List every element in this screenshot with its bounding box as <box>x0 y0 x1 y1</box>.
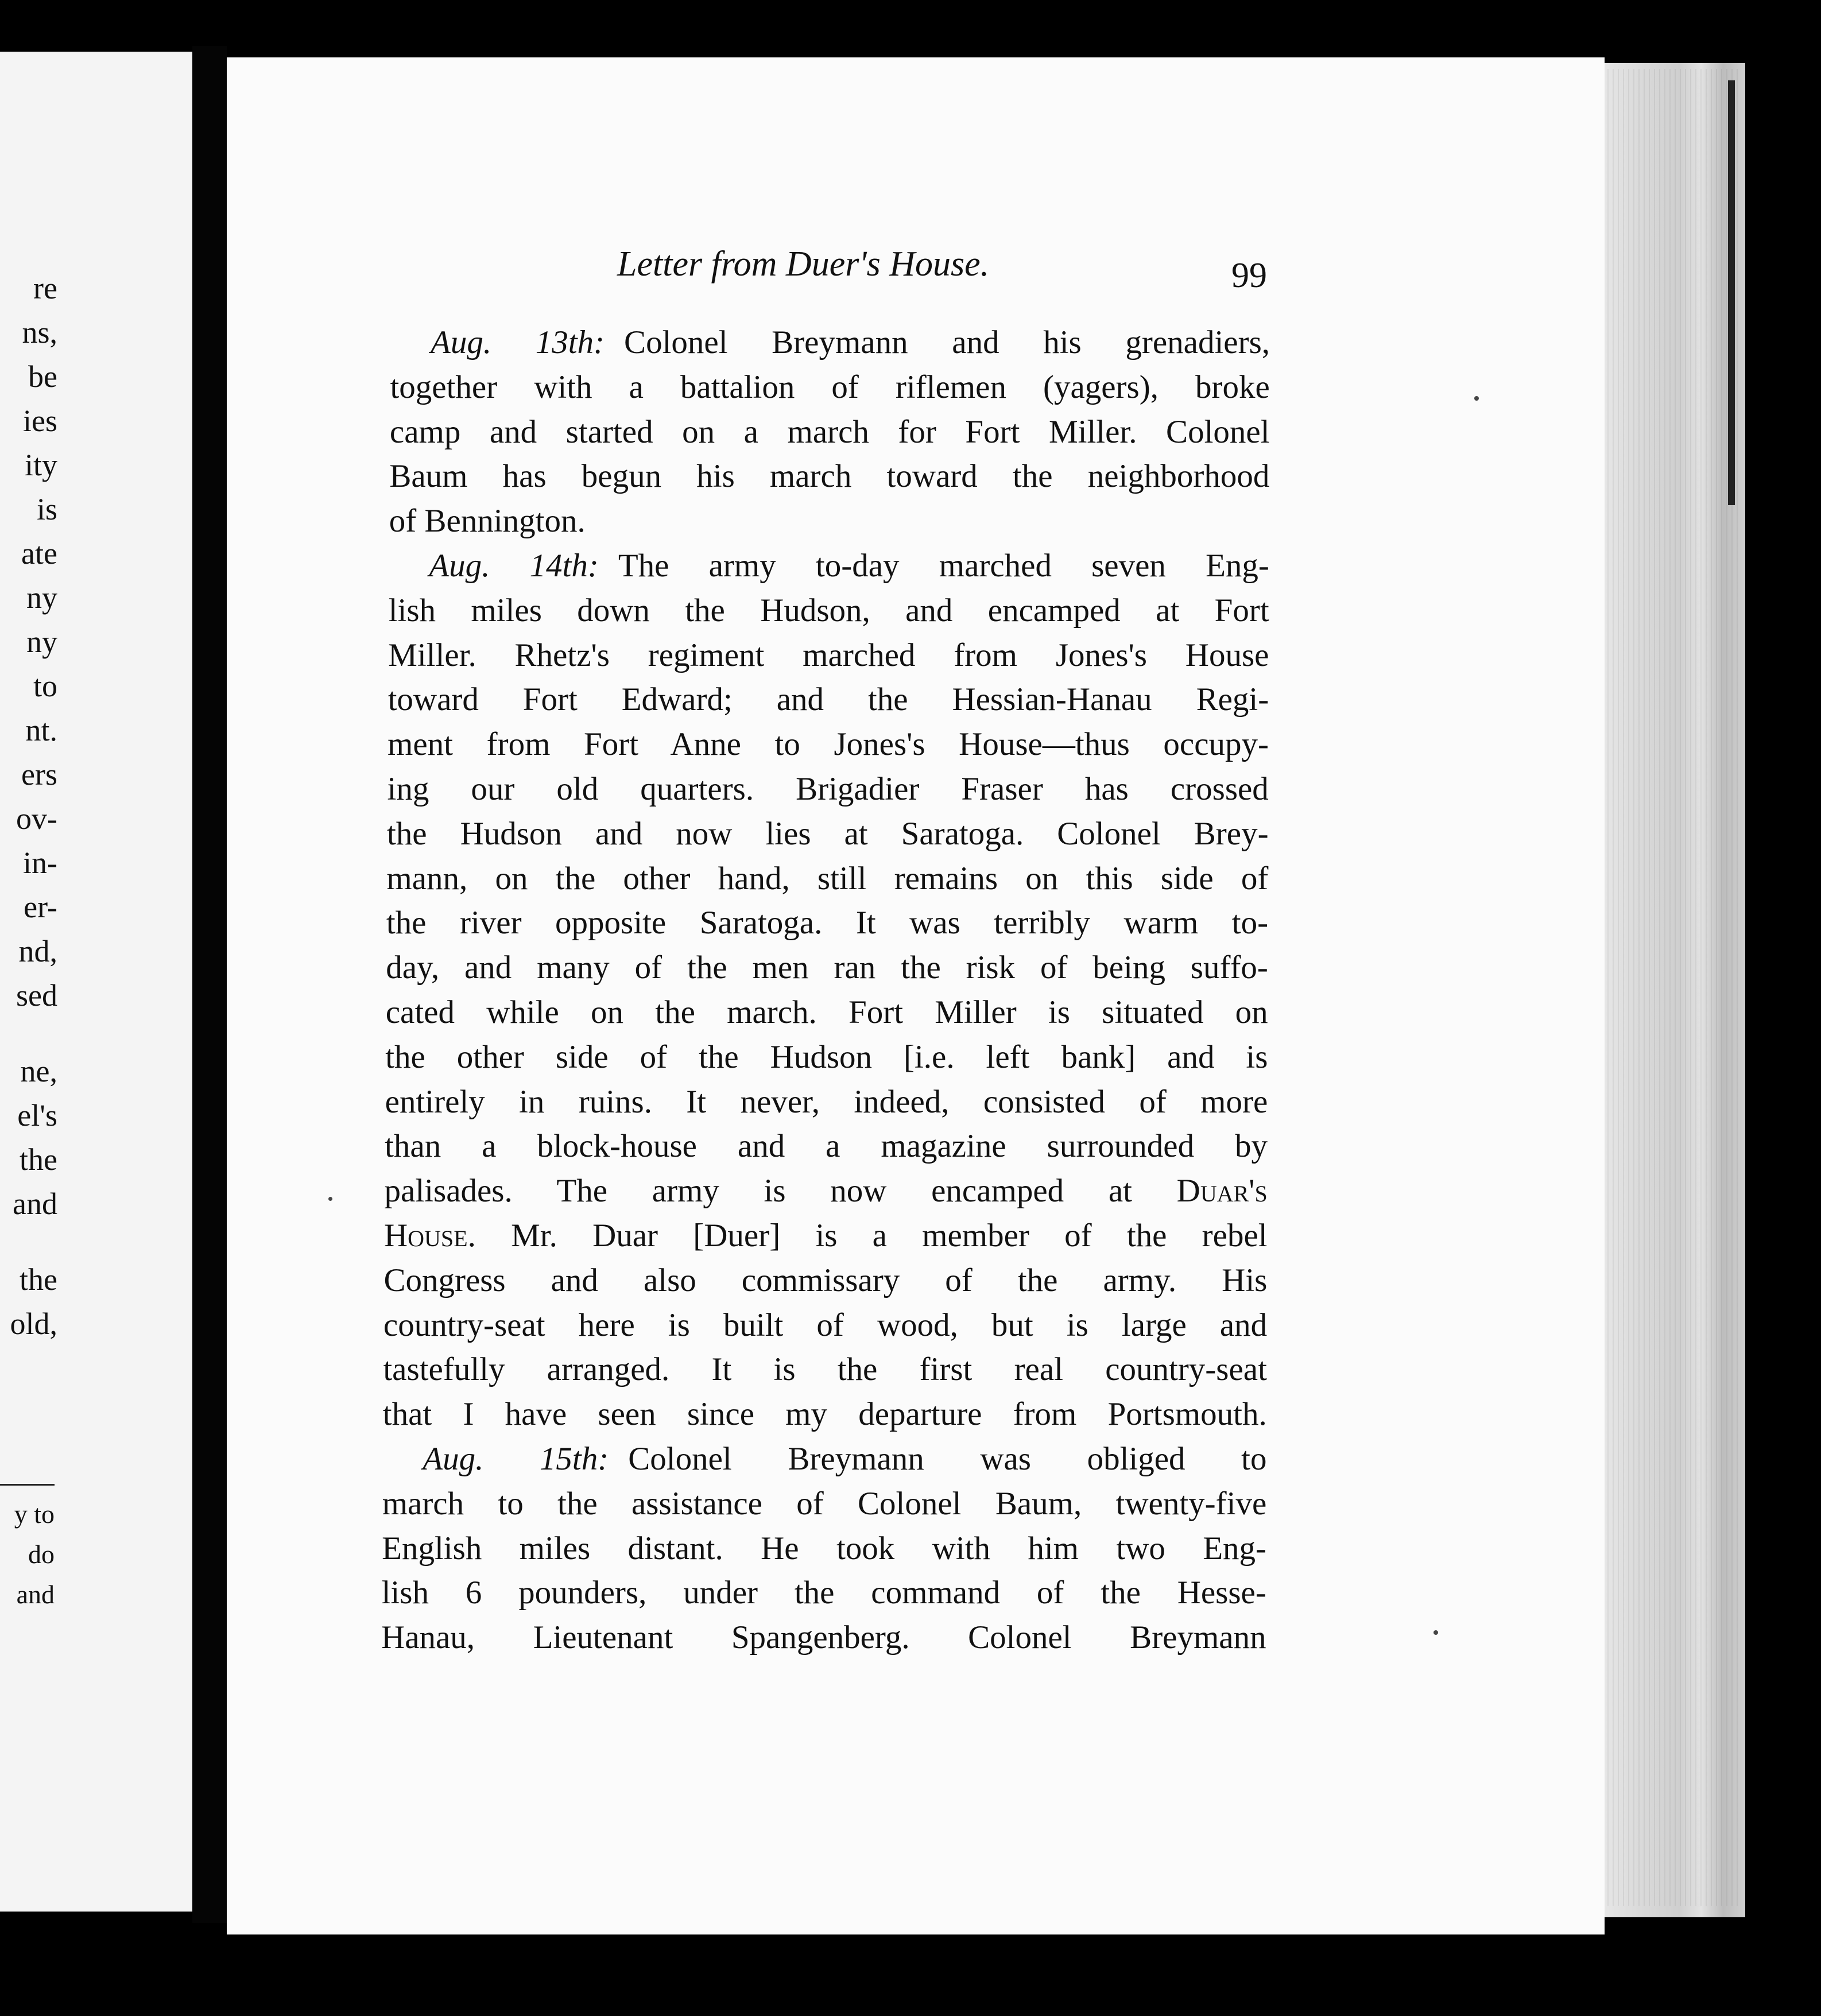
text-line <box>381 1621 1266 1654</box>
line-text: Baum has begun his march toward the neighborhood <box>389 458 1270 495</box>
text-line <box>385 1128 1268 1165</box>
previous-page-footnote-fragment: do <box>28 1540 55 1569</box>
line-text: Miller. Rhetz's regiment marched from Jones's House <box>388 637 1269 673</box>
line-text: tastefully arranged. It is the first real country-seat <box>383 1351 1267 1388</box>
text-line <box>389 413 1270 450</box>
line-text: The army to-day marched seven Eng- <box>618 548 1269 584</box>
line-text: Mr. Duar [Duer] is a member of the rebel <box>511 1218 1268 1254</box>
text-line <box>423 1443 1266 1475</box>
previous-page-text-fragment: re <box>33 271 57 305</box>
line-text: Colonel Breymann and his grenadiers, <box>624 324 1270 360</box>
text-line <box>388 728 1269 761</box>
text-line <box>382 1532 1266 1565</box>
text-line <box>386 862 1268 895</box>
entry-date: Aug. 15th: <box>423 1441 609 1477</box>
line-text: of Bennington. <box>389 503 586 540</box>
line-text: day, and many of the men ran the risk of being suffo- <box>386 949 1268 986</box>
previous-page-text-fragment: ov- <box>16 801 57 836</box>
line-text: mann, on the other hand, still remains on this side of <box>386 860 1269 897</box>
line-text: English miles distant. He took with him two Eng- <box>382 1530 1267 1567</box>
text-line <box>385 1174 1268 1207</box>
small-caps-word: House. <box>384 1218 476 1254</box>
line-text: Congress and also commissary of the army. His <box>383 1262 1268 1298</box>
previous-page-text-fragment: ate <box>21 536 57 571</box>
page-body <box>227 57 1605 1934</box>
line-text: together with a battalion of riflemen (yagers), broke <box>390 369 1270 405</box>
text-line <box>382 1396 1267 1433</box>
line-text: lish 6 pounders, under the command of the Hesse- <box>381 1575 1266 1611</box>
line-text: entirely in ruins. It never, indeed, consisted of more <box>385 1083 1268 1120</box>
line-text: camp and started on a march for Fort Miller. Colonel <box>389 413 1270 450</box>
previous-page-text-fragment: be <box>28 359 57 394</box>
small-caps-word: Duar's <box>1176 1173 1268 1209</box>
previous-page-text-fragment: er- <box>24 890 57 924</box>
scan-speck <box>1433 1630 1438 1635</box>
text-line <box>389 594 1269 627</box>
line-text: that I have seen since my departure from Portsmouth. <box>382 1396 1267 1433</box>
previous-page-text-fragment: nt. <box>25 713 57 747</box>
scan-speck <box>328 1197 332 1201</box>
previous-page-text-fragment: nd, <box>18 934 57 968</box>
text-line <box>383 1353 1267 1386</box>
previous-page-text-fragment: the <box>20 1262 57 1297</box>
text-line <box>390 371 1269 404</box>
text-line <box>385 1038 1268 1075</box>
text-line <box>383 1264 1267 1297</box>
previous-page-text-fragment: ny <box>26 580 57 615</box>
line-text: cated while on the march. Fort Miller is situated on <box>385 994 1268 1030</box>
previous-page-text-fragment: ity <box>24 448 57 482</box>
text-line <box>388 639 1269 672</box>
text-line <box>431 326 1270 359</box>
text-line <box>389 503 1269 540</box>
text-line <box>386 906 1268 939</box>
previous-page-text-fragment: old, <box>10 1306 57 1341</box>
line-text: country-seat here is built of wood, but is large and <box>383 1306 1268 1343</box>
previous-page-footnote-fragment: y to <box>14 1499 55 1529</box>
previous-page-text-fragment: el's <box>17 1098 57 1133</box>
page-number: 99 <box>1231 256 1267 295</box>
line-text: march to the assistance of Colonel Baum, twenty-five <box>382 1485 1267 1522</box>
previous-page-text-fragment: ies <box>23 404 57 438</box>
text-line <box>385 1085 1268 1118</box>
page-edge-shadow <box>1728 80 1735 505</box>
line-text: than a block-house and a magazine surrounded by <box>385 1128 1268 1165</box>
page <box>227 57 1605 1934</box>
previous-page-text-fragment: ers <box>21 757 57 792</box>
line-text: lish miles down the Hudson, and encamped at Fort <box>388 592 1269 629</box>
line-text: the Hudson and now lies at Saratoga. Colonel Brey- <box>386 815 1269 852</box>
text-line <box>382 1576 1266 1609</box>
previous-page-text-fragment: ny <box>26 625 57 659</box>
text-line <box>386 996 1268 1029</box>
entry-date: Aug. 13th: <box>431 324 605 360</box>
book-gutter <box>192 46 227 1923</box>
previous-page-text-fragment: in- <box>23 846 57 880</box>
line-text: Colonel Breymann was obliged to <box>628 1441 1267 1477</box>
line-text: palisades. The army is now encamped at <box>384 1173 1132 1209</box>
previous-page-footnote-fragment: and <box>16 1580 55 1609</box>
text-line <box>387 817 1269 850</box>
entry-date: Aug. 14th: <box>429 548 599 584</box>
line-text: ment from Fort Anne to Jones's House—thus occupy- <box>388 726 1269 763</box>
text-line <box>384 1219 1268 1252</box>
text-line <box>386 951 1268 984</box>
previous-page-text-fragment: the <box>20 1142 57 1177</box>
line-text: ing our old quarters. Brigadier Fraser has crossed <box>387 771 1269 807</box>
text-line <box>383 1306 1268 1343</box>
line-text: the other side of the Hudson [i.e. left bank] and is <box>385 1038 1268 1075</box>
previous-page-text-fragment: ns, <box>22 315 57 350</box>
line-text: Hanau, Lieutenant Spangenberg. Colonel Breymann <box>381 1619 1266 1656</box>
page-edge-texture <box>1607 69 1739 1906</box>
scan-speck <box>1474 396 1479 401</box>
previous-page-fragment <box>0 52 192 1912</box>
line-text: the river opposite Saratoga. It was terribly warm to- <box>386 905 1269 941</box>
text-line <box>429 549 1269 582</box>
previous-page-text-fragment: is <box>36 492 57 526</box>
text-line <box>389 460 1269 493</box>
previous-page-text-fragment: sed <box>16 978 57 1013</box>
text-line <box>388 683 1269 716</box>
previous-page-text-fragment: to <box>33 669 57 703</box>
text-line <box>382 1487 1267 1520</box>
text-line <box>388 773 1269 805</box>
line-text: toward Fort Edward; and the Hessian-Hanau Regi- <box>388 681 1269 718</box>
previous-page-text-fragment: and <box>13 1187 57 1221</box>
previous-page-text-fragment: ne, <box>20 1054 57 1088</box>
running-head: Letter from Duer's House. <box>617 245 990 284</box>
footnote-rule <box>0 1484 55 1486</box>
